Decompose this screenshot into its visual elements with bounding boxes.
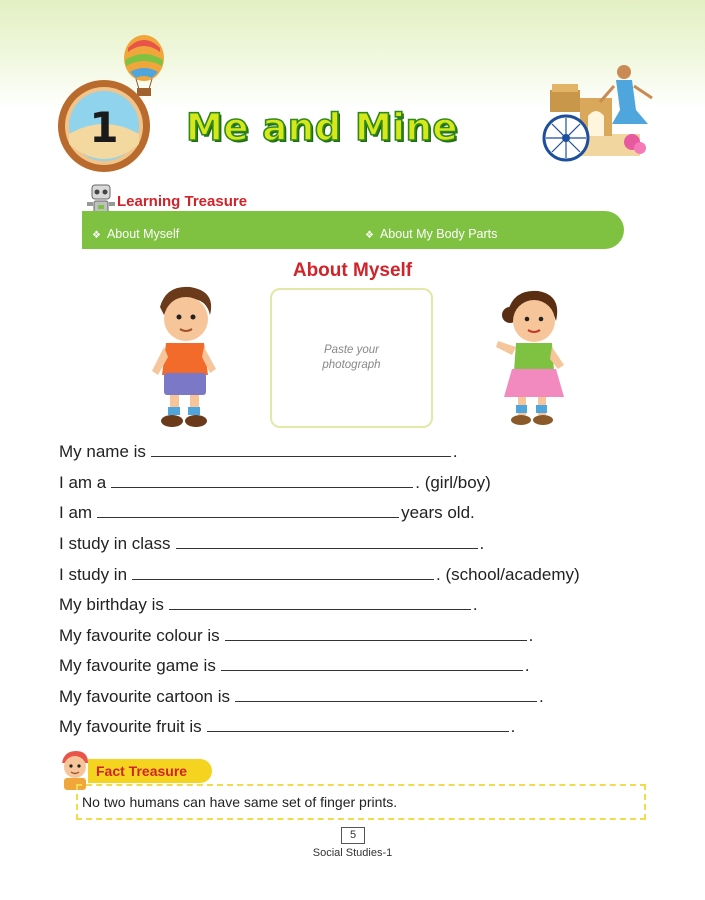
form-suffix: .	[528, 626, 534, 645]
chapter-title: Me and Mine	[186, 106, 458, 149]
form-suffix: .	[452, 442, 458, 461]
form-line-birthday	[59, 595, 478, 615]
boy-illustration	[146, 285, 222, 431]
form-label: My favourite colour is	[59, 626, 220, 645]
fill-in-blank[interactable]	[207, 717, 509, 732]
form-label: I study in class	[59, 534, 171, 553]
india-monument-illustration	[536, 62, 664, 166]
form-line-age	[59, 503, 475, 523]
girl-illustration	[484, 285, 574, 431]
form-line-name	[59, 442, 458, 462]
fact-text: No two humans can have same set of finger prints.	[82, 794, 398, 810]
form-line-fruit	[59, 717, 515, 737]
fact-treasure-title: Fact Treasure	[88, 759, 212, 783]
fill-in-blank[interactable]	[235, 687, 537, 702]
form-label: My birthday is	[59, 595, 164, 614]
chapter-badge	[52, 34, 172, 179]
form-line-class	[59, 534, 484, 554]
learning-item-body-parts	[365, 227, 497, 241]
form-label: I study in	[59, 565, 128, 584]
learning-treasure-title: Learning Treasure	[117, 193, 248, 210]
learning-item-about-myself	[92, 227, 179, 241]
diamond-bullet-icon: ❖	[365, 230, 374, 241]
fill-in-blank[interactable]	[221, 656, 523, 671]
page-number: 5	[341, 827, 365, 844]
form-suffix: .	[524, 656, 530, 675]
form-label: I am	[59, 503, 93, 522]
diamond-bullet-icon: ❖	[92, 230, 101, 241]
form-suffix: .	[510, 717, 516, 736]
hot-air-balloon-icon	[124, 35, 164, 96]
fact-treasure-box	[76, 784, 646, 820]
form-label: My favourite game is	[59, 656, 216, 675]
learning-item-label: About My Body Parts	[379, 227, 498, 241]
form-label: My favourite fruit is	[59, 717, 202, 736]
photo-placeholder-text: Paste your photograph	[322, 344, 381, 371]
form-suffix: . (school/academy)	[436, 565, 580, 584]
form-suffix: . (girl/boy)	[415, 473, 491, 492]
form-suffix: years old.	[401, 503, 475, 522]
learning-item-label: About Myself	[106, 227, 180, 241]
section-title: About Myself	[292, 260, 413, 281]
fill-in-blank[interactable]	[111, 473, 413, 488]
fill-in-blank[interactable]	[151, 442, 451, 457]
learning-treasure-bar	[82, 211, 624, 249]
form-label: My favourite cartoon is	[59, 687, 231, 706]
form-label: My name is	[59, 442, 146, 461]
fill-in-blank[interactable]	[176, 534, 478, 549]
book-title: Social Studies-1	[312, 847, 393, 859]
fill-in-blank[interactable]	[169, 595, 471, 610]
form-line-school	[59, 565, 580, 585]
photo-placeholder-box	[270, 288, 433, 428]
fill-in-blank[interactable]	[225, 626, 527, 641]
form-line-cartoon	[59, 687, 544, 707]
fill-in-blank[interactable]	[132, 565, 434, 580]
form-line-gender	[59, 473, 491, 493]
form-label: I am a	[59, 473, 107, 492]
chapter-number: 1	[89, 103, 119, 152]
form-suffix: .	[472, 595, 478, 614]
form-suffix: .	[539, 687, 544, 706]
form-line-colour	[59, 626, 533, 646]
fill-in-blank[interactable]	[97, 503, 399, 518]
form-suffix: .	[479, 534, 485, 553]
form-line-game	[59, 656, 530, 676]
